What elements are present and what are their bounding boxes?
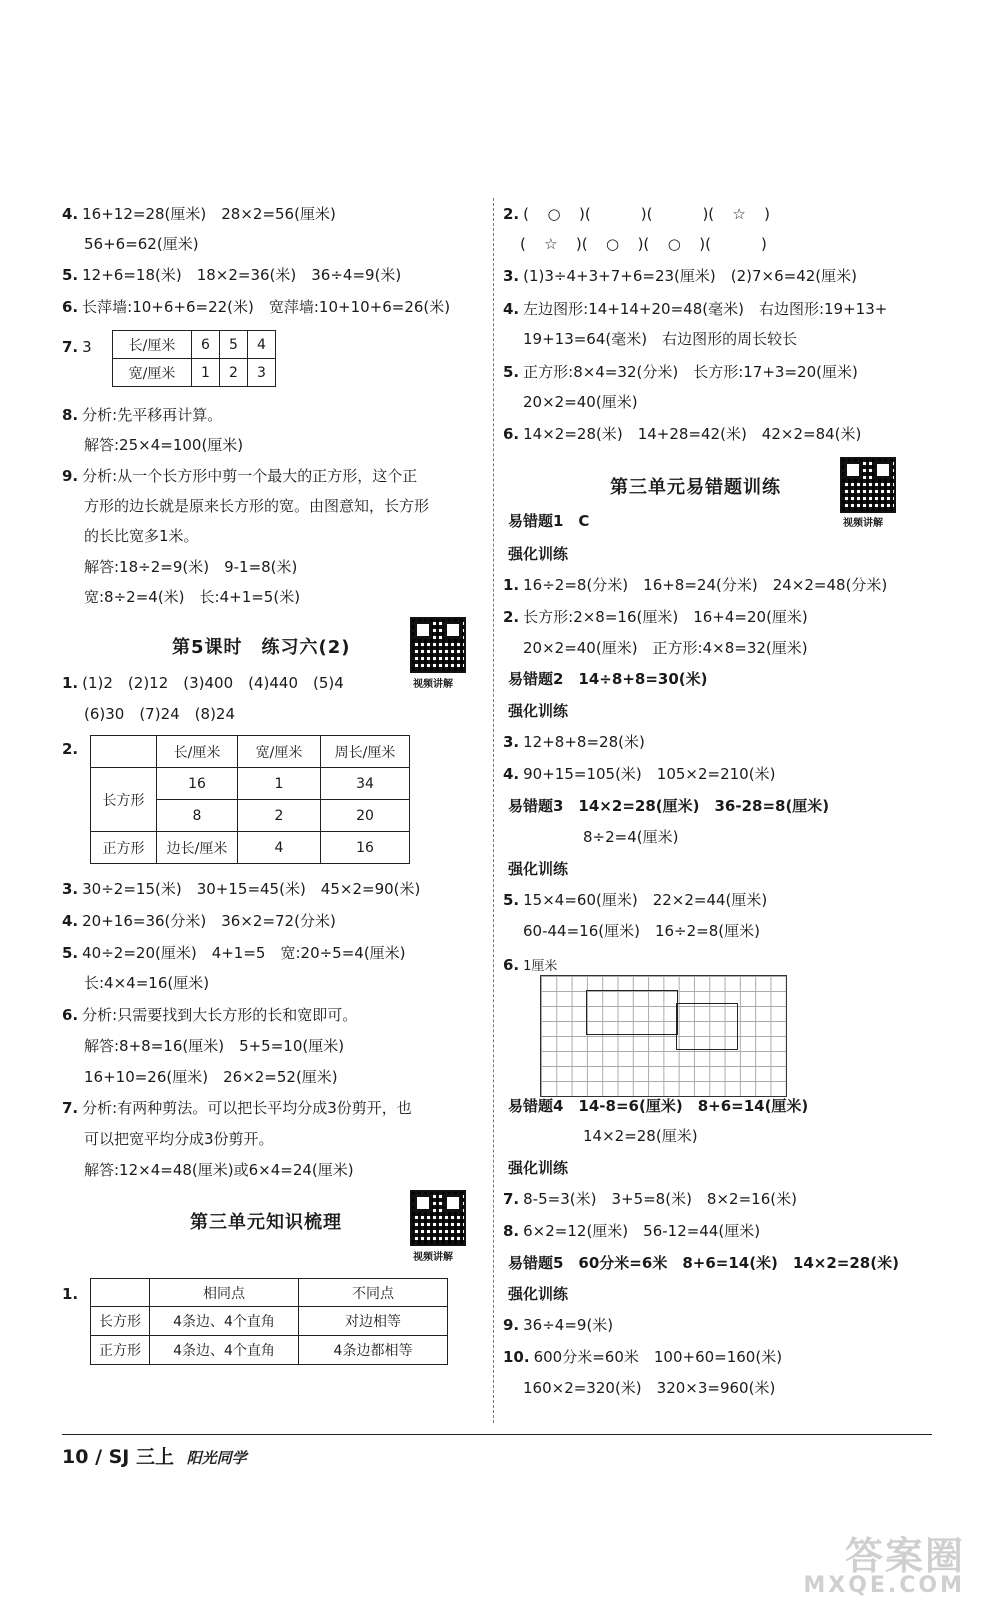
training-label: 强化训练 (508, 545, 569, 563)
summary-table: 相同点 不同点 长方形 4条边、4个直角 对边相等 正方形 4条边、4个直角 4条边都相等 (90, 1278, 448, 1365)
answer-line: 20×2=40(厘米) (523, 393, 638, 411)
answer-line: 解答:18÷2=9(米) 9-1=8(米) (84, 558, 298, 576)
answer-line: 6. 1厘米 (503, 956, 558, 974)
qr-code-icon[interactable] (410, 617, 466, 673)
answer-line: 19+13=64(毫米) 右边图形的周长较长 (523, 330, 798, 348)
answer-line: 解答:8+8=16(厘米) 5+5=10(厘米) (84, 1037, 345, 1055)
answer-line: 1. 16÷2=8(分米) 16+8=24(分米) 24×2=48(分米) (503, 576, 888, 594)
brand-logo: 阳光同学 (186, 1449, 247, 1467)
answer-line: 14×2=28(厘米) (583, 1127, 698, 1145)
answer-line: 7. 分析:有两种剪法。可以把长平均分成3份剪开，也 (62, 1099, 412, 1117)
q7-table: 长/厘米 6 5 4 宽/厘米 1 2 3 (112, 330, 276, 387)
page-footer: 10 / SJ 三上 阳光同学 (62, 1446, 247, 1468)
answer-line: 解答:25×4=100(厘米) (84, 436, 244, 454)
answer-line: 2. ( ○ )( )( )( ☆ ) (503, 205, 771, 223)
answer-line: 6. 长萍墙:10+6+6=22(米) 宽萍墙:10+10+6=26(米) (62, 298, 451, 316)
answer-line: 6. 14×2=28(米) 14+28=42(米) 42×2=84(米) (503, 425, 862, 443)
error-label: 易错题5 60分米=6米 8+6=14(米) 14×2=28(米) (508, 1254, 899, 1272)
answer-line: 7. 3 (62, 338, 92, 356)
answer-line: 8÷2=4(厘米) (583, 828, 679, 846)
answer-line: 9. 36÷4=9(米) (503, 1316, 614, 1334)
footer-rule (62, 1434, 932, 1435)
qr-caption: 视频讲解 (843, 518, 883, 529)
error-training-title: 第三单元易错题训练 (610, 477, 781, 498)
answer-line: 方形的边长就是原来长方形的宽。由图意知，长方形 (84, 497, 430, 515)
answer-line: 16+10=26(厘米) 26×2=52(厘米) (84, 1068, 338, 1086)
answer-line: 6. 分析:只需要找到大长方形的长和宽即可。 (62, 1006, 358, 1024)
answer-line: 1. (1)2 (2)12 (3)400 (4)440 (5)4 (62, 674, 344, 692)
answer-line: 4. 左边图形:14+14+20=48(毫米) 右边图形:19+13+ (503, 300, 888, 318)
answer-line: 可以把宽平均分成3份剪开。 (84, 1130, 274, 1148)
qr-caption: 视频讲解 (413, 679, 453, 690)
answer-line: 60-44=16(厘米) 16÷2=8(厘米) (523, 922, 760, 940)
answer-line: 9. 分析:从一个长方形中剪一个最大的正方形，这个正 (62, 467, 418, 485)
q2-table: 长/厘米 宽/厘米 周长/厘米 长方形 16 1 34 8 2 20 正方形 边长/厘米 4 16 (90, 735, 410, 864)
lesson-title: 第5课时 练习六(2) (172, 637, 351, 658)
answer-line: 3. (1)3÷4+3+7+6=23(厘米) (2)7×6=42(厘米) (503, 267, 858, 285)
watermark-logo: 答案圈 (844, 1534, 965, 1578)
answer-line: 5. 正方形:8×4=32(分米) 长方形:17+3=20(厘米) (503, 363, 858, 381)
answer-line: 解答:12×4=48(厘米)或6×4=24(厘米) (84, 1161, 354, 1179)
summary-title: 第三单元知识梳理 (190, 1212, 342, 1233)
rectangle-shape (676, 1003, 738, 1050)
answer-line: 5. 15×4=60(厘米) 22×2=44(厘米) (503, 891, 768, 909)
page-number: 10 (62, 1446, 89, 1468)
answer-line: 2. (62, 740, 79, 758)
watermark-url: MXQE.COM (803, 1573, 965, 1598)
error-label: 易错题3 14×2=28(厘米) 36-28=8(厘米) (508, 797, 830, 815)
answer-line: 宽:8÷2=4(米) 长:4+1=5(米) (84, 588, 301, 606)
qr-code-icon[interactable] (410, 1190, 466, 1246)
answer-line: 10. 600分米=60米 100+60=160(米) (503, 1348, 783, 1366)
answer-line: 1. (62, 1285, 79, 1303)
series-label: SJ 三上 (108, 1446, 174, 1468)
answer-line: 7. 8-5=3(米) 3+5=8(米) 8×2=16(米) (503, 1190, 797, 1208)
answer-line: 2. 长方形:2×8=16(厘米) 16+4=20(厘米) (503, 608, 808, 626)
answer-line: (6)30 (7)24 (8)24 (84, 705, 236, 723)
error-label: 易错题1 C (508, 512, 590, 530)
answer-line: 160×2=320(米) 320×3=960(米) (523, 1379, 776, 1397)
answer-line: 3. 12+8+8=28(米) (503, 733, 645, 751)
answer-line: 3. 30÷2=15(米) 30+15=45(米) 45×2=90(米) (62, 880, 421, 898)
answer-line: 4. 16+12=28(厘米) 28×2=56(厘米) (62, 205, 336, 223)
answer-line: 4. 90+15=105(米) 105×2=210(米) (503, 765, 776, 783)
answer-line: ( ☆ )( ○ )( ○ )( ) (520, 235, 767, 253)
rectangle-shape (586, 990, 678, 1035)
training-label: 强化训练 (508, 1159, 569, 1177)
answer-line: 的长比宽多1米。 (84, 527, 199, 545)
answer-line: 4. 20+16=36(分米) 36×2=72(分米) (62, 912, 336, 930)
error-label: 易错题2 14÷8+8=30(米) (508, 670, 708, 688)
training-label: 强化训练 (508, 860, 569, 878)
answer-line: 20×2=40(厘米) 正方形:4×8=32(厘米) (523, 639, 808, 657)
column-divider (493, 198, 494, 1423)
training-label: 强化训练 (508, 702, 569, 720)
error-label: 易错题4 14-8=6(厘米) 8+6=14(厘米) (508, 1097, 809, 1115)
training-label: 强化训练 (508, 1285, 569, 1303)
answer-line: 长:4×4=16(厘米) (84, 974, 210, 992)
answer-line: 8. 分析:先平移再计算。 (62, 406, 223, 424)
qr-caption: 视频讲解 (413, 1252, 453, 1263)
answer-line: 5. 40÷2=20(厘米) 4+1=5 宽:20÷5=4(厘米) (62, 944, 406, 962)
answer-line: 8. 6×2=12(厘米) 56-12=44(厘米) (503, 1222, 761, 1240)
qr-code-icon[interactable] (840, 457, 896, 513)
answer-line: 5. 12+6=18(米) 18×2=36(米) 36÷4=9(米) (62, 266, 402, 284)
answer-line: 56+6=62(厘米) (84, 235, 199, 253)
